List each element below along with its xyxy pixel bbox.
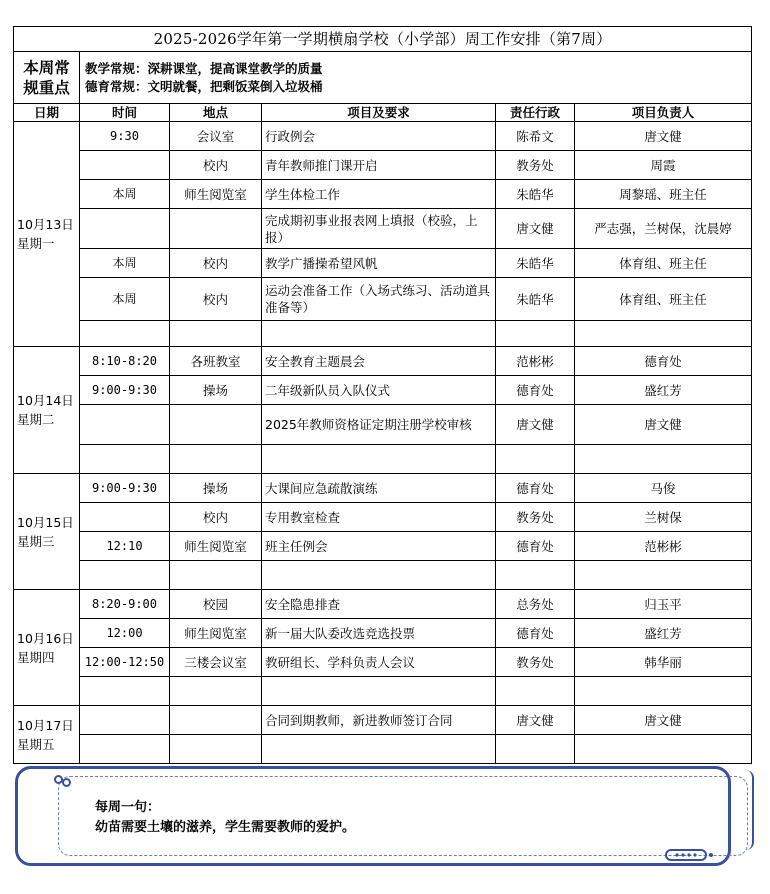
time-cell: 8:10-8:20	[80, 347, 170, 376]
table-row	[14, 278, 752, 321]
owner-cell	[575, 321, 752, 347]
item-cell: 新一届大队委改选竞选投票	[262, 619, 496, 648]
day-date: 10月13日	[17, 217, 74, 232]
day-date: 10月15日	[17, 514, 74, 530]
owner-cell: 体育组、班主任	[575, 249, 752, 278]
table-row	[14, 735, 752, 764]
dept-cell: 唐文健	[496, 706, 575, 735]
focus-label-line1: 本周常	[23, 57, 70, 77]
focus-label-line2: 规重点	[23, 77, 70, 97]
place-cell	[170, 561, 262, 590]
dept-cell: 总务处	[496, 590, 575, 619]
day-weekday: 星期二	[17, 412, 55, 427]
item-cell	[262, 561, 496, 590]
weekly-schedule-sheet	[13, 26, 751, 764]
place-cell: 会议室	[170, 122, 262, 151]
table-row	[14, 405, 752, 445]
header-date: 日期	[14, 104, 80, 122]
day-weekday: 星期五	[17, 736, 55, 752]
time-cell: 9:30	[80, 122, 170, 151]
time-cell: 12:00-12:50	[80, 648, 170, 677]
table-row	[14, 347, 752, 376]
place-cell	[170, 209, 262, 249]
owner-cell: 马俊	[575, 474, 752, 503]
dept-cell: 德育处	[496, 532, 575, 561]
place-cell: 师生阅览室	[170, 619, 262, 648]
dept-cell	[496, 445, 575, 474]
item-cell: 安全教育主题晨会	[262, 347, 496, 376]
ring-decoration-icon	[62, 778, 71, 787]
header-owner: 项目负责人	[575, 104, 752, 122]
time-cell: 本周	[80, 278, 170, 321]
dept-cell	[496, 735, 575, 764]
owner-cell: 周霞	[575, 151, 752, 180]
dept-cell: 教务处	[496, 503, 575, 532]
item-cell: 专用教室检查	[262, 503, 496, 532]
item-cell: 完成期初事业报表网上填报（校验，上报）	[262, 209, 496, 249]
owner-cell: 盛红芳	[575, 376, 752, 405]
weekly-focus-text	[80, 52, 752, 104]
item-cell: 大课间应急疏散演练	[262, 474, 496, 503]
time-cell	[80, 561, 170, 590]
table-row	[14, 532, 752, 561]
owner-cell	[575, 445, 752, 474]
table-row	[14, 561, 752, 590]
time-cell: 12:00	[80, 619, 170, 648]
day-date: 10月14日	[17, 393, 74, 408]
table-row	[14, 648, 752, 677]
table-row	[14, 503, 752, 532]
dept-cell: 朱皓华	[496, 180, 575, 209]
time-cell	[80, 735, 170, 764]
owner-cell	[575, 561, 752, 590]
dept-cell	[496, 677, 575, 706]
table-row	[14, 677, 752, 706]
day-date: 10月17日	[17, 717, 74, 733]
time-cell	[80, 405, 170, 445]
place-cell	[170, 405, 262, 445]
place-cell: 师生阅览室	[170, 180, 262, 209]
time-cell	[80, 706, 170, 735]
place-cell: 校内	[170, 278, 262, 321]
item-cell: 教研组长、学科负责人会议	[262, 648, 496, 677]
table-row	[14, 151, 752, 180]
item-cell	[262, 735, 496, 764]
item-cell	[262, 445, 496, 474]
motto-frame-edge	[746, 770, 754, 850]
item-cell	[262, 677, 496, 706]
time-cell	[80, 677, 170, 706]
dept-cell: 德育处	[496, 474, 575, 503]
motto-text: 幼苗需要土壤的滋养，学生需要教师的爱护。	[95, 820, 356, 835]
owner-cell: 唐文健	[575, 706, 752, 735]
dots-decoration-icon	[665, 848, 715, 862]
day-date-cell	[14, 474, 80, 590]
day-date-cell	[14, 347, 80, 474]
place-cell	[170, 677, 262, 706]
place-cell: 校园	[170, 590, 262, 619]
header-item: 项目及要求	[262, 104, 496, 122]
item-cell	[262, 321, 496, 347]
dept-cell: 朱皓华	[496, 249, 575, 278]
table-row	[14, 376, 752, 405]
time-cell	[80, 209, 170, 249]
weekly-focus-label	[14, 52, 80, 104]
dept-cell: 范彬彬	[496, 347, 575, 376]
item-cell: 青年教师推门课开启	[262, 151, 496, 180]
time-cell: 9:00-9:30	[80, 474, 170, 503]
dept-cell: 陈希文	[496, 122, 575, 151]
owner-cell	[575, 677, 752, 706]
teaching-focus: 教学常规：深耕课堂，提高课堂教学的质量	[85, 60, 323, 76]
item-cell: 教学广播操希望风帆	[262, 249, 496, 278]
dept-cell	[496, 561, 575, 590]
place-cell	[170, 445, 262, 474]
dept-cell: 朱皓华	[496, 278, 575, 321]
dept-cell: 教务处	[496, 648, 575, 677]
dept-cell: 唐文健	[496, 209, 575, 249]
moral-focus: 德育常规：文明就餐，把剩饭菜倒入垃圾桶	[85, 78, 323, 94]
owner-cell: 唐文健	[575, 122, 752, 151]
table-row	[14, 321, 752, 347]
item-cell: 二年级新队员入队仪式	[262, 376, 496, 405]
dept-cell	[496, 321, 575, 347]
page-title: 2025-2026学年第一学期横扇学校（小学部）周工作安排（第7周）	[14, 27, 752, 52]
table-row	[14, 706, 752, 735]
owner-cell: 德育处	[575, 347, 752, 376]
place-cell: 校内	[170, 249, 262, 278]
schedule-table	[13, 26, 752, 764]
owner-cell: 范彬彬	[575, 532, 752, 561]
place-cell: 三楼会议室	[170, 648, 262, 677]
item-cell: 学生体检工作	[262, 180, 496, 209]
time-cell	[80, 321, 170, 347]
owner-cell: 体育组、班主任	[575, 278, 752, 321]
day-date-cell	[14, 706, 80, 764]
time-cell	[80, 445, 170, 474]
dept-cell: 唐文健	[496, 405, 575, 445]
dept-cell: 德育处	[496, 376, 575, 405]
item-cell: 运动会准备工作（入场式练习、活动道具准备等）	[262, 278, 496, 321]
header-dept: 责任行政	[496, 104, 575, 122]
owner-cell: 韩华丽	[575, 648, 752, 677]
table-row	[14, 474, 752, 503]
time-cell: 本周	[80, 180, 170, 209]
place-cell: 校内	[170, 151, 262, 180]
table-row	[14, 445, 752, 474]
item-cell: 行政例会	[262, 122, 496, 151]
owner-cell: 兰树保	[575, 503, 752, 532]
place-cell: 校内	[170, 503, 262, 532]
item-cell: 班主任例会	[262, 532, 496, 561]
dept-cell: 德育处	[496, 619, 575, 648]
item-cell: 安全隐患排查	[262, 590, 496, 619]
owner-cell: 盛红芳	[575, 619, 752, 648]
table-row	[14, 122, 752, 151]
day-weekday: 星期一	[17, 236, 55, 251]
table-row	[14, 180, 752, 209]
place-cell	[170, 706, 262, 735]
place-cell: 操场	[170, 376, 262, 405]
header-time: 时间	[80, 104, 170, 122]
day-date-cell	[14, 590, 80, 706]
time-cell	[80, 151, 170, 180]
owner-cell: 严志强，兰树保，沈晨婷	[575, 209, 752, 249]
owner-cell	[575, 735, 752, 764]
day-weekday: 星期三	[17, 533, 55, 549]
table-row	[14, 590, 752, 619]
time-cell: 本周	[80, 249, 170, 278]
table-row	[14, 249, 752, 278]
owner-cell: 唐文健	[575, 405, 752, 445]
owner-cell: 归玉平	[575, 590, 752, 619]
header-place: 地点	[170, 104, 262, 122]
day-date-cell	[14, 122, 80, 347]
item-cell: 合同到期教师，新进教师签订合同	[262, 706, 496, 735]
motto-label: 每周一句：	[95, 800, 161, 815]
time-cell: 12:10	[80, 532, 170, 561]
place-cell	[170, 321, 262, 347]
item-cell: 2025年教师资格证定期注册学校审核	[262, 405, 496, 445]
owner-cell: 周黎瑶、班主任	[575, 180, 752, 209]
place-cell	[170, 735, 262, 764]
place-cell: 操场	[170, 474, 262, 503]
place-cell: 师生阅览室	[170, 532, 262, 561]
dept-cell: 教务处	[496, 151, 575, 180]
time-cell	[80, 503, 170, 532]
day-date: 10月16日	[17, 630, 74, 646]
table-row	[14, 209, 752, 249]
table-row	[14, 619, 752, 648]
time-cell: 9:00-9:30	[80, 376, 170, 405]
day-weekday: 星期四	[17, 649, 55, 665]
place-cell: 各班教室	[170, 347, 262, 376]
time-cell: 8:20-9:00	[80, 590, 170, 619]
header-row	[14, 104, 752, 122]
